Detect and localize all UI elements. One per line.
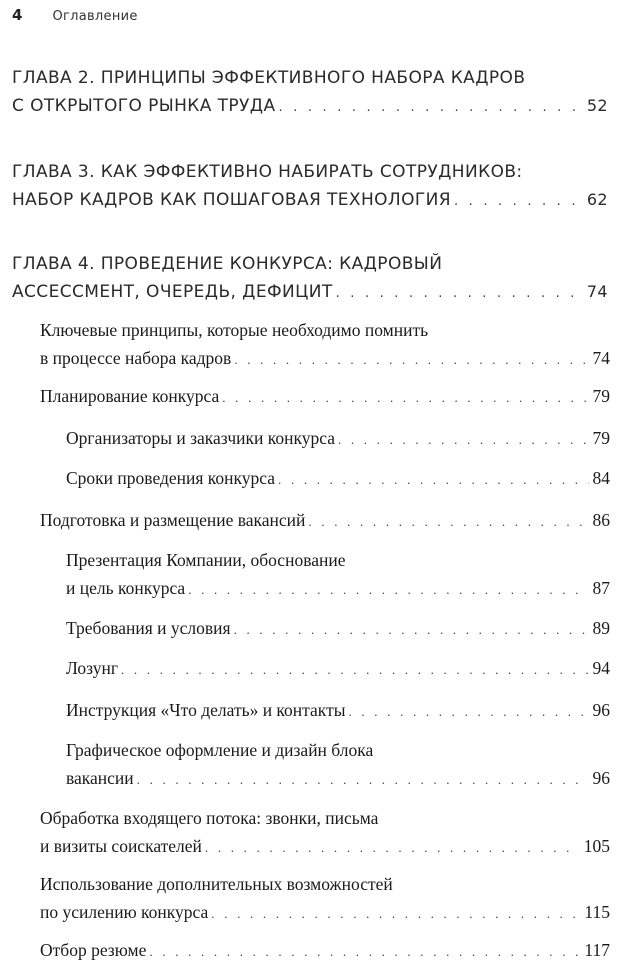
toc-entry-resume[interactable] — [40, 936, 610, 966]
toc-entry-text: НАБОР КАДРОВ КАК ПОШАГОВАЯ ТЕХНОЛОГИЯ — [12, 190, 451, 210]
toc-page-number: 74 — [592, 348, 610, 368]
toc-entry-text: Организаторы и заказчики конкурса — [66, 428, 335, 448]
toc-entry-processing[interactable] — [40, 804, 610, 862]
toc-entry-text: и визиты соискателей — [40, 836, 202, 856]
toc-page-number: 86 — [592, 510, 610, 530]
toc-entry-text: по усилению конкурса — [40, 902, 209, 922]
leader-dots — [234, 616, 589, 644]
toc-entry-text: Презентация Компании, обоснование — [66, 550, 346, 570]
toc-entry-text: Использование дополнительных возможностей — [40, 874, 393, 894]
toc-entry-text: Обработка входящего потока: звонки, письма — [40, 808, 379, 828]
toc-entry-text: Ключевые принципы, которые необходимо помнить — [40, 320, 429, 340]
toc-page-number: 94 — [592, 658, 610, 678]
toc-entry-design[interactable] — [66, 736, 610, 794]
leader-dots — [211, 900, 580, 928]
toc-page-number: 96 — [592, 700, 610, 720]
toc-page-number: 115 — [584, 902, 610, 922]
toc-entry-text: АССЕССМЕНТ, ОЧЕРЕДЬ, ДЕФИЦИТ — [12, 282, 333, 302]
toc-entry-slogan[interactable] — [66, 654, 610, 684]
toc-page-number: 117 — [584, 940, 610, 960]
toc-entry-text: С ОТКРЫТОГО РЫНКА ТРУДА — [12, 96, 276, 116]
leader-dots — [205, 834, 580, 862]
toc-page-number: 79 — [592, 428, 610, 448]
toc-entry-additional[interactable] — [40, 870, 610, 928]
leader-dots — [454, 188, 583, 216]
leader-dots — [278, 466, 588, 494]
toc-entry-text: Инструкция «Что делать» и контакты — [66, 700, 346, 720]
toc-entry-chapter-3[interactable] — [12, 158, 608, 216]
toc-entry-organizers[interactable] — [66, 424, 610, 454]
toc-entry-text: Требования и условия — [66, 618, 231, 638]
toc-page-number: 52 — [586, 96, 608, 115]
toc-entry-text: Графическое оформление и дизайн блока — [66, 740, 374, 760]
page-number: 4 — [12, 6, 23, 24]
toc-page-number: 89 — [592, 618, 610, 638]
toc-entry-text: Сроки проведения конкурса — [66, 468, 276, 488]
leader-dots — [234, 346, 588, 374]
toc-page-number: 84 — [592, 468, 610, 488]
leader-dots — [121, 656, 588, 684]
toc-entry-text: вакансии — [66, 768, 134, 788]
toc-entry-text: Лозунг — [66, 658, 119, 678]
running-title: Оглавление — [52, 9, 138, 24]
leader-dots — [338, 426, 589, 454]
toc-entry-planning[interactable] — [40, 382, 610, 412]
leader-dots — [336, 280, 583, 308]
toc-entry-chapter-2[interactable] — [12, 64, 608, 122]
toc-entry-chapter-4[interactable] — [12, 250, 608, 308]
toc-page-number: 87 — [592, 578, 610, 598]
toc-entry-presentation[interactable] — [66, 546, 610, 604]
toc-entry-requirements[interactable] — [66, 614, 610, 644]
toc-entry-instruction[interactable] — [66, 696, 610, 726]
toc-entry-text: и цель конкурса — [66, 578, 186, 598]
toc-entry-text: ГЛАВА 3. КАК ЭФФЕКТИВНО НАБИРАТЬ СОТРУДНИКОВ: — [12, 162, 523, 182]
leader-dots — [279, 94, 583, 122]
leader-dots — [137, 766, 589, 794]
leader-dots — [222, 384, 588, 412]
leader-dots — [308, 508, 588, 536]
toc-entry-text: в процессе набора кадров — [40, 348, 232, 368]
toc-page-number: 96 — [592, 768, 610, 788]
toc-entry-text: ГЛАВА 2. ПРИНЦИПЫ ЭФФЕКТИВНОГО НАБОРА КАДРОВ — [12, 68, 526, 88]
leader-dots — [149, 938, 580, 966]
toc-page-number: 79 — [592, 386, 610, 406]
toc-entry-text: Планирование конкурса — [40, 386, 220, 406]
toc-entry-preparation[interactable] — [40, 506, 610, 536]
toc-entry-text: Подготовка и размещение вакансий — [40, 510, 306, 530]
toc-entry-terms[interactable] — [66, 464, 610, 494]
leader-dots — [188, 576, 588, 604]
toc-page-number: 62 — [586, 190, 608, 209]
leader-dots — [348, 698, 588, 726]
toc-page-number: 105 — [583, 836, 610, 856]
toc-page-number: 74 — [586, 282, 608, 301]
toc-entry-text: ГЛАВА 4. ПРОВЕДЕНИЕ КОНКУРСА: КАДРОВЫЙ — [12, 254, 443, 274]
toc-entry-text: Отбор резюме — [40, 940, 147, 960]
toc-entry-key-principles[interactable] — [40, 316, 610, 374]
